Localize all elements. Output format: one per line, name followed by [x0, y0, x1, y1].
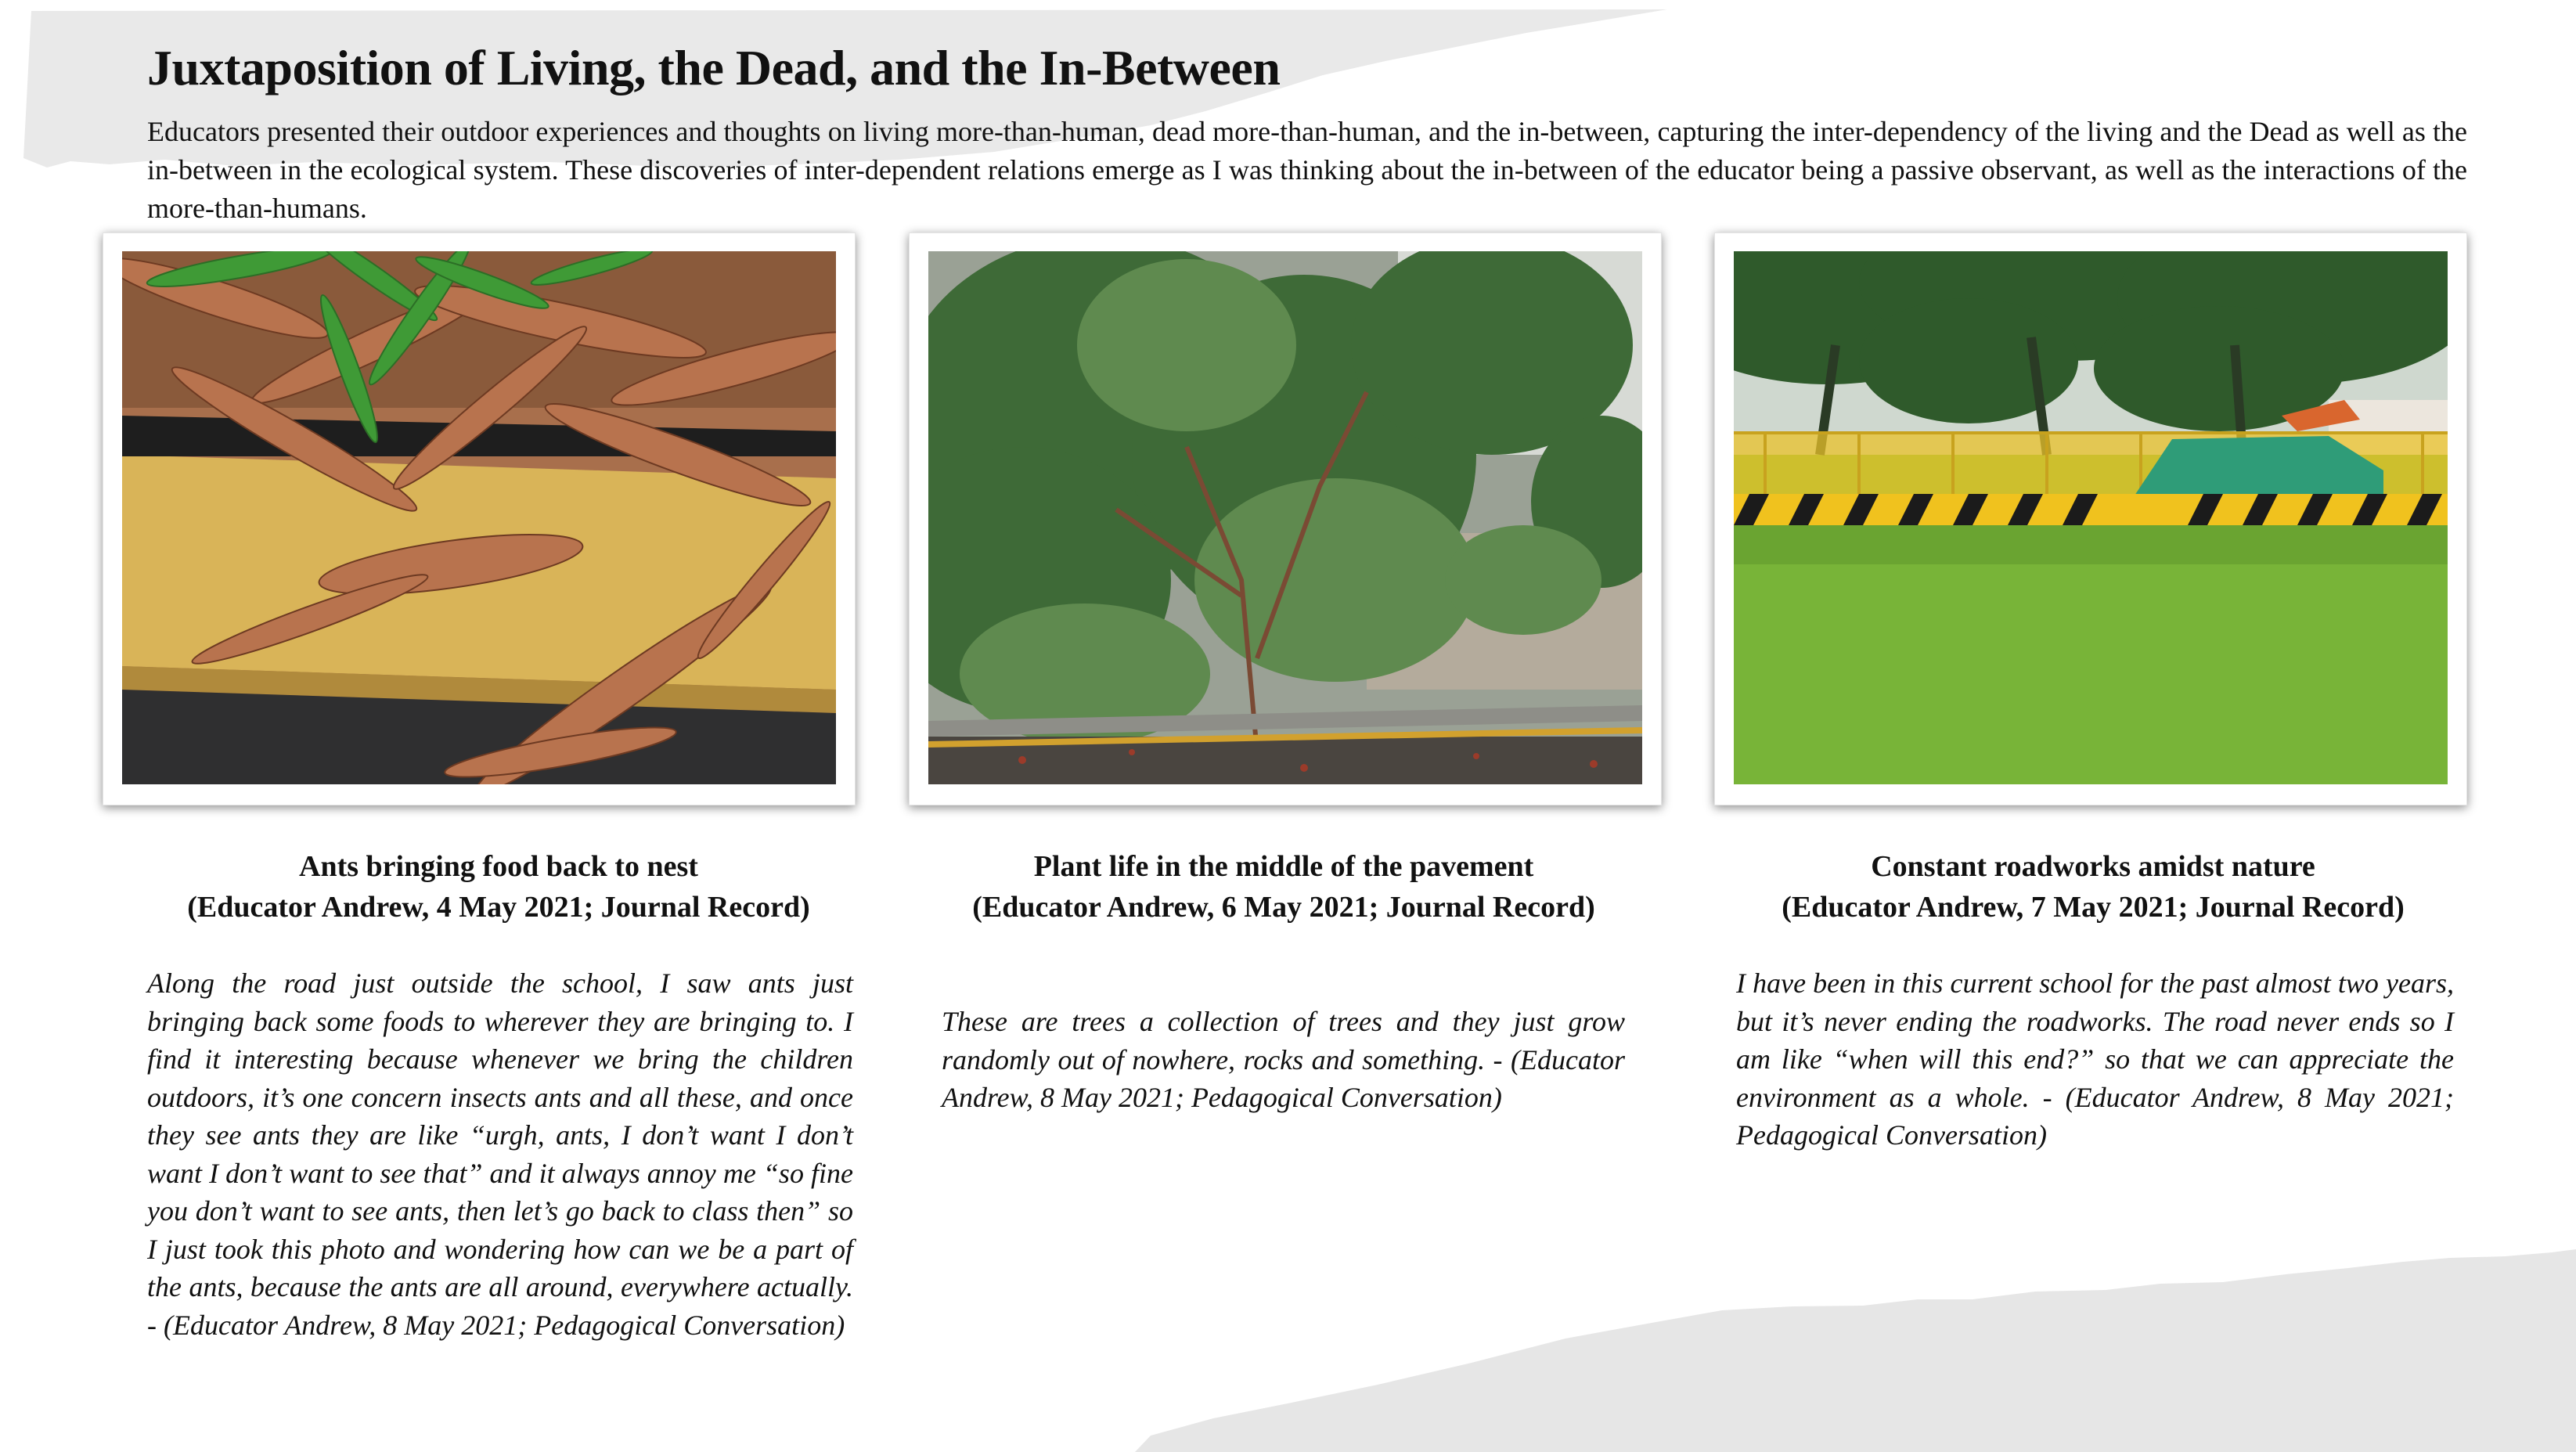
intro-paragraph: Educators presented their outdoor experiences and thoughts on living more-than-human, dead more-than-human, and the in-between, capturing the inter-dependency of the living and the Dead as well as the in-between in the ecological system. These discoveries of inter-dependent relations emerge as I was thinking about the in-between of the educator being a passive observant, as well as the interactions of the more-than-humans.	[147, 116, 2467, 224]
caption-source: (Educator Andrew, 7 May 2021; Journal Record)	[1782, 891, 2405, 924]
caption-source: (Educator Andrew, 4 May 2021; Journal Record)	[187, 891, 810, 924]
photo-roadworks-field	[1734, 251, 2448, 784]
caption-ants	[107, 846, 890, 928]
photo-frame-plants	[909, 232, 1662, 805]
caption-roadworks	[1702, 846, 2484, 928]
quote-ants: Along the road just outside the school, I saw ants just bringing back some foods to wherever they are bringing to. I find it interesting because whenever we bring the children outdoors, it’s one concern insects ants and all these, and once they see ants they are like “urgh, ants, I don’t want I don’t want I don’t want to see that” and it always annoy me “so fine you don’t want to see ants, then let’s go back to class then” so I just took this photo and wondering how can we be a part of the ants, because the ants are all around, everywhere actually. - (Educator Andrew, 8 May 2021; Pedagogical Conversation)	[147, 967, 853, 1341]
page-title: Juxtaposition of Living, the Dead, and the In-Between	[147, 40, 1281, 95]
caption-title: Plant life in the middle of the pavement	[1033, 850, 1534, 883]
photo-ants-bamboo-leaves	[122, 251, 836, 784]
caption-title: Constant roadworks amidst nature	[1871, 850, 2315, 883]
caption-plants	[892, 846, 1675, 928]
quote-plants: These are trees a collection of trees and they just grow randomly out of nowhere, rocks and something. - (Educator Andrew, 8 May 2021; Pedagogical Conversation)	[942, 1006, 1625, 1113]
caption-title: Ants bringing food back to nest	[299, 850, 698, 883]
caption-source: (Educator Andrew, 6 May 2021; Journal Record)	[972, 891, 1595, 924]
photo-plants-pavement	[928, 251, 1642, 784]
photo-frame-ants	[103, 232, 856, 805]
photo-frame-roadworks	[1714, 232, 2467, 805]
torn-paper-bottom	[1135, 1249, 2576, 1452]
quote-roadworks: I have been in this current school for the past almost two years, but it’s never ending the roadworks. The road never ends so I am like “when will this end?” so that we can appreciate the environment as a whole. - (Educator Andrew, 8 May 2021; Pedagogical Conversation)	[1736, 967, 2454, 1151]
